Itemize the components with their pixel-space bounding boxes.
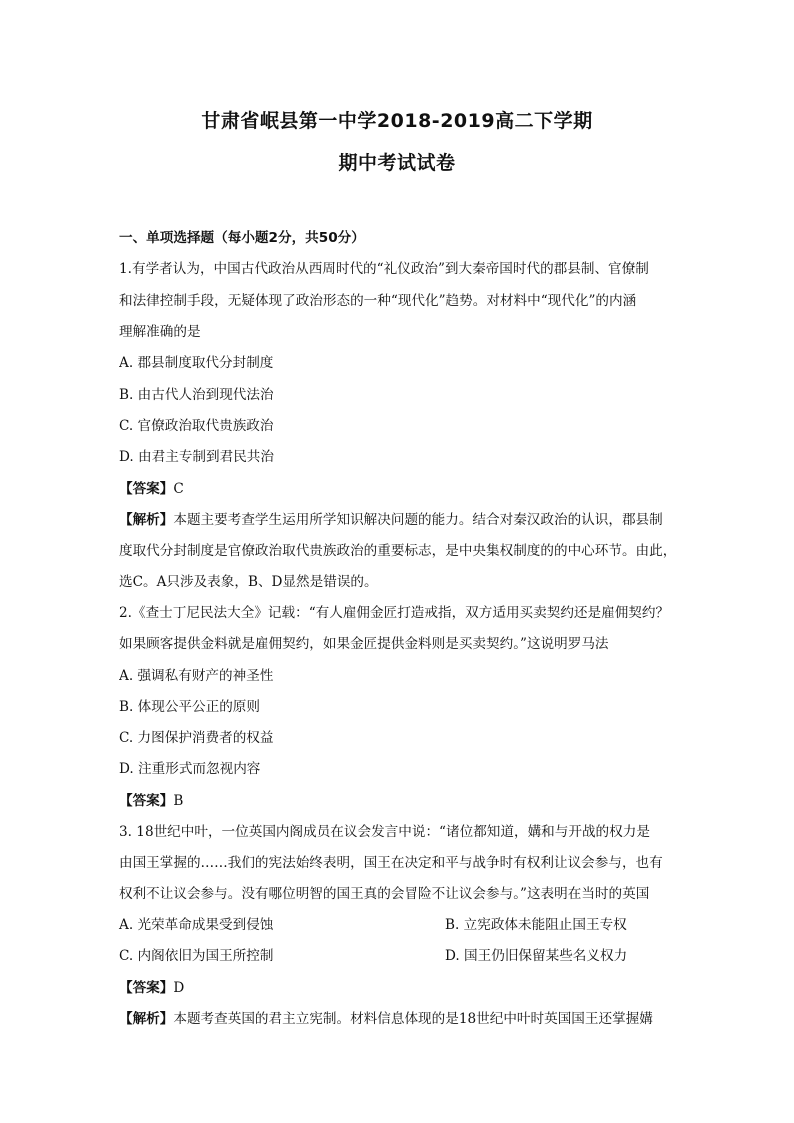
answer-tag: 【答案】 [119, 481, 174, 497]
q1-answer [119, 479, 679, 499]
answer-tag: 【答案】 [119, 793, 174, 809]
answer-value: C [173, 481, 184, 497]
q2-option-d: D. 注重形式而忽视内容 [119, 761, 261, 777]
q2-option-a: A. 强调私有财产的神圣性 [119, 668, 274, 684]
answer-value: D [173, 980, 185, 996]
q1-option-d: D. 由君主专制到君民共治 [119, 449, 274, 465]
q3-stem-line-3: 权利不让议会参与。没有哪位明智的国王真的会冒险不让议会参与。”这表明在当时的英国 [119, 886, 650, 902]
q1-option-c: C. 官僚政治取代贵族政治 [119, 418, 274, 434]
q3-option-d: D. 国王仍旧保留某些名义权力 [445, 948, 628, 964]
q2-stem-line-2: 如果顾客提供金料就是雇佣契约，如果金匠提供金料则是买卖契约。”这说明罗马法 [119, 636, 609, 652]
q3-option-a: A. 光荣革命成果受到侵蚀 [119, 917, 274, 933]
answer-value: B [173, 793, 184, 809]
analysis-tag: 【解析】 [119, 1011, 174, 1027]
q3-stem-line-1: 3. 18世纪中叶，一位英国内阁成员在议会发言中说：“诸位都知道，媾和与开战的权力是 [119, 824, 650, 840]
q1-option-a: A. 郡县制度取代分封制度 [119, 355, 274, 371]
q3-stem-line-2: 由国王掌握的……我们的宪法始终表明，国王在决定和平与战争时有权利让议会参与，也有 [119, 855, 663, 871]
section-heading: 一、单项选择题（每小题2分，共50分） [119, 230, 365, 246]
q1-analysis-line-2: 度取代分封制度是官僚政治取代贵族政治的重要标志，是中央集权制度的的中心环节。由此， [119, 543, 677, 559]
answer-tag: 【答案】 [119, 980, 174, 996]
q2-answer [119, 791, 679, 811]
q2-option-c: C. 力图保护消费者的权益 [119, 730, 274, 746]
q1-option-b: B. 由古代人治到现代法治 [119, 387, 274, 403]
exam-subtitle: 期中考试试卷 [338, 152, 456, 174]
analysis-text: 本题主要考查学生运用所学知识解决问题的能力。结合对秦汉政治的认识，郡县制 [173, 512, 663, 528]
analysis-tag: 【解析】 [119, 512, 174, 528]
q1-stem-line-3: 理解准确的是 [119, 324, 201, 340]
q2-option-b: B. 体现公平公正的原则 [119, 699, 260, 715]
exam-title: 甘肃省岷县第一中学2018-2019高二下学期 [201, 110, 593, 132]
q3-option-c: C. 内阁依旧为国王所控制 [119, 948, 274, 964]
q2-stem-line-1: 2.《查士丁尼民法大全》记载：“有人雇佣金匠打造戒指，双方适用买卖契约还是雇佣契约？ [119, 605, 670, 621]
q3-analysis-line-1 [119, 1009, 679, 1029]
q1-stem-line-2: 和法律控制手段，无疑体现了政治形态的一种“现代化”趋势。对材料中“现代化”的内涵 [119, 293, 637, 309]
q1-analysis-line-1 [119, 510, 679, 530]
q3-answer [119, 978, 679, 998]
q3-option-b: B. 立宪政体未能阻止国王专权 [445, 917, 627, 933]
analysis-text: 本题考查英国的君主立宪制。材料信息体现的是18世纪中叶时英国国王还掌握媾 [173, 1011, 653, 1027]
q1-analysis-line-3: 选C。A只涉及表象，B、D显然是错误的。 [119, 574, 378, 590]
q1-stem-line-1: 1.有学者认为，中国古代政治从西周时代的“礼仪政治”到大秦帝国时代的郡县制、官僚制 [119, 261, 649, 277]
